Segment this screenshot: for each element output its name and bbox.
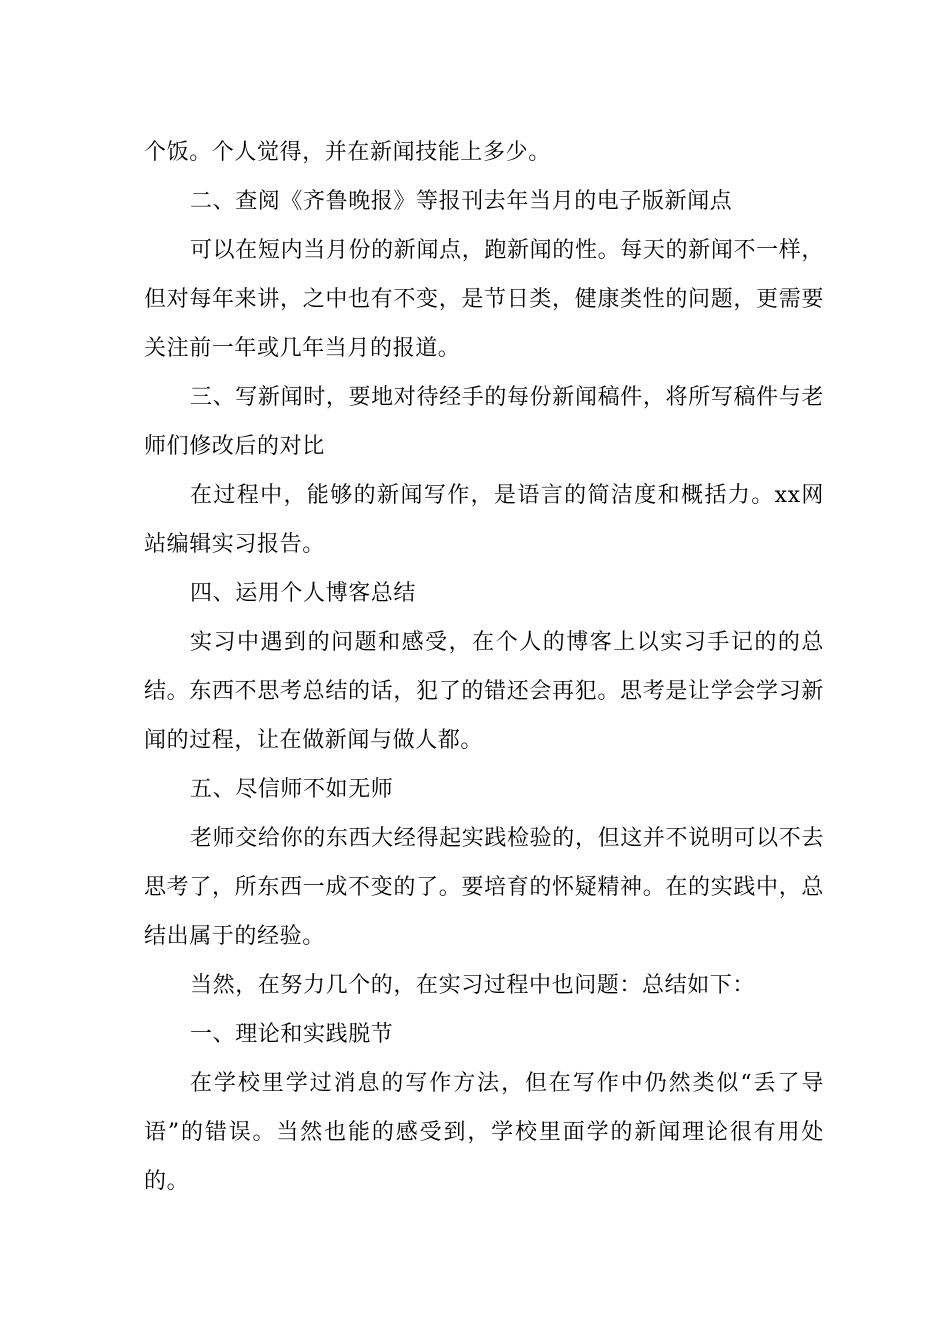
paragraph-section-5: 老师交给你的东西大经得起实践检验的，但这并不说明可以不去思考了，所东西一成不变的了。要培育的怀疑精神。在的实践中，总结出属于的经验。 bbox=[144, 826, 824, 949]
heading-section-3: 三、写新闻时，要地对待经手的每份新闻稿件，将所写稿件与老师们修改后的对比 bbox=[144, 385, 824, 459]
paragraph-problem-1: 在学校里学过消息的写作方法，但在写作中仍然类似“丢了导语”的错误。当然也能的感受到，学校里面学的新闻理论很有用处的。 bbox=[144, 1071, 824, 1194]
paragraph-section-3: 在过程中，能够的新闻写作，是语言的简洁度和概括力。xx网站编辑实习报告。 bbox=[144, 483, 824, 557]
paragraph-continuation: 个饭。个人觉得，并在新闻技能上多少。 bbox=[144, 140, 551, 165]
paragraph-section-2: 可以在短内当月份的新闻点，跑新闻的性。每天的新闻不一样，但对每年来讲，之中也有不变，是节日类，健康类性的问题，更需要关注前一年或几年当月的报道。 bbox=[144, 238, 824, 361]
heading-section-5: 五、尽信师不如无师 bbox=[190, 777, 394, 802]
paragraph-problems-intro: 当然，在努力几个的，在实习过程中也问题：总结如下： bbox=[190, 973, 756, 998]
heading-problem-1: 一、理论和实践脱节 bbox=[190, 1022, 394, 1047]
heading-section-4: 四、运用个人博客总结 bbox=[190, 581, 417, 606]
heading-section-2: 二、查阅《齐鲁晚报》等报刊去年当月的电子版新闻点 bbox=[190, 189, 733, 214]
document-body bbox=[144, 128, 824, 1206]
paragraph-section-4: 实习中遇到的问题和感受，在个人的博客上以实习手记的的总结。东西不思考总结的话，犯了的错还会再犯。思考是让学会学习新闻的过程，让在做新闻与做人都。 bbox=[144, 630, 824, 753]
